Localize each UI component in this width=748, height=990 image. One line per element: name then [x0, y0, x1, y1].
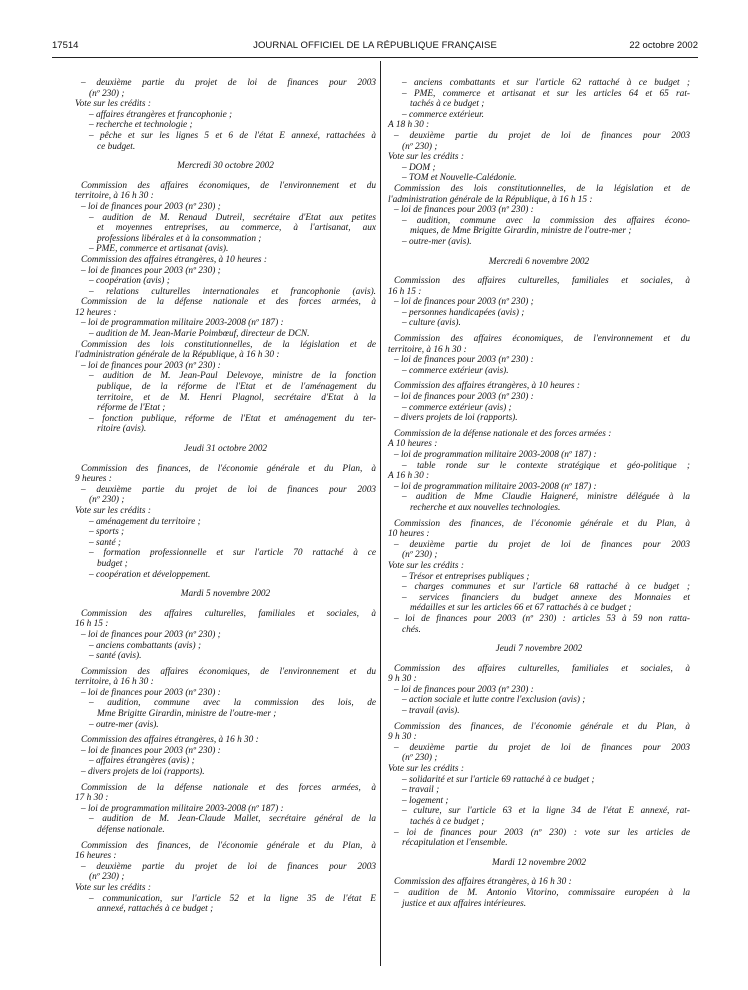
text-line: – loi de finances pour 2003 (nº 230) : articles 53 à 59 non ratta- [394, 613, 690, 624]
text-line: – deuxième partie du projet de loi de finances pour 2003 [394, 742, 690, 753]
text-line: ce budget. [97, 141, 136, 152]
text-line: recherche et aux nouvelles technologies. [410, 502, 561, 513]
page-header [52, 40, 698, 54]
text-line: 9 h 30 : [388, 674, 417, 685]
text-line: – audition de M. Jean-Paul Delevoye, ministre de la fonction [89, 371, 376, 382]
text-line: (nº 230) ; [89, 872, 125, 883]
issue-date: 22 octobre 2002 [629, 40, 698, 51]
text-line: – loi de finances pour 2003 (nº 230) ; [81, 201, 221, 212]
text-line: tachés à ce budget ; [410, 817, 485, 827]
column-divider [380, 61, 381, 966]
text-line: 9 h 30 : [388, 732, 417, 743]
text-line: – deuxième partie du projet de loi de finances pour 2003 [81, 484, 376, 495]
text-line: Commission des affaires culturelles, familiales et sociales, à [394, 276, 690, 287]
text-line: – sports ; [89, 527, 125, 538]
text-line: – commerce extérieur. [402, 109, 485, 120]
text-line: – audition de M. Renaud Dutreil, secrétaire d'Etat aux petites [89, 212, 376, 223]
spacer [75, 172, 376, 181]
text-line: – loi de finances pour 2003 (nº 230) : [81, 687, 221, 698]
text-line: Commission des affaires économiques, de l'environnement et du [394, 334, 690, 345]
text-line: – travail (avis). [402, 706, 460, 717]
date-heading: Mardi 5 novembre 2002 [180, 589, 271, 600]
spacer [75, 435, 376, 444]
text-line: – DOM ; [402, 162, 436, 173]
text-line: Commission des affaires économiques, de l'environnement et du [81, 180, 376, 191]
spacer [388, 635, 690, 644]
text-line: – solidarité et sur l'article 69 rattaché à ce budget ; [402, 774, 595, 785]
text-line: Vote sur les crédits : [388, 152, 464, 163]
text-line: – commerce extérieur (avis). [402, 365, 509, 376]
spacer [75, 580, 376, 589]
text-line: budget ; [97, 558, 128, 569]
text-line: – travail ; [402, 785, 440, 796]
text-line: – divers projets de loi (rapports). [81, 767, 205, 778]
date-heading: Jeudi 7 novembre 2002 [495, 644, 583, 655]
journal-title: JOURNAL OFFICIEL DE LA RÉPUBLIQUE FRANÇAISE [253, 40, 497, 51]
text-line: – loi de finances pour 2003 (nº 230) : [394, 684, 534, 695]
text-line: – Trésor et entreprises publiques ; [402, 571, 530, 582]
text-line: – divers projets de loi (rapports). [394, 413, 518, 424]
text-line: – deuxième partie du projet de loi de finances pour 2003 [394, 539, 690, 550]
text-line: 16 heures : [75, 851, 117, 862]
spacer [75, 455, 376, 464]
text-line: Commission des affaires économiques, de l'environnement et du [81, 666, 376, 677]
text-line: – anciens combattants (avis) ; [89, 640, 202, 651]
text-line: 9 heures : [75, 474, 112, 485]
text-line: – loi de finances pour 2003 (nº 230) ; [81, 629, 221, 640]
text-line: 10 heures : [388, 529, 430, 540]
page-number: 17514 [52, 40, 79, 51]
text-line: – aménagement du territoire ; [89, 516, 201, 527]
text-line: – loi de finances pour 2003 (nº 230) : [81, 745, 221, 756]
text-line: Vote sur les crédits : [75, 99, 151, 110]
text-line: Commission de la défense nationale et des forces armées, à [81, 297, 376, 308]
text-line: – culture (avis). [402, 318, 461, 329]
header-rule [52, 57, 698, 58]
text-line: – loi de programmation militaire 2003-2008 (nº 187) : [81, 803, 284, 814]
text-line: – affaires étrangères et francophonie ; [89, 109, 233, 120]
text-line: – PME, commerce et artisanat et sur les articles 64 et 65 rat- [402, 88, 690, 99]
text-line: A 18 h 30 : [388, 120, 430, 131]
text-line: – affaires étrangères (avis) ; [89, 756, 195, 767]
text-line: Commission des finances, de l'économie générale et du Plan, à [394, 518, 690, 529]
text-line: (nº 230) ; [89, 88, 125, 99]
text-line: – loi de programmation militaire 2003-2008 (nº 187) : [394, 481, 597, 492]
text-line: Commission des affaires culturelles, familiales et sociales, à [394, 663, 690, 674]
text-line: – table ronde sur le contexte stratégique et géo-politique ; [402, 460, 690, 471]
text-line: Commission des affaires étrangères, à 10 heures : [81, 254, 267, 265]
text-line: – culture, sur l'article 63 et la ligne 34 de l'état E annexé, rat- [402, 806, 690, 817]
text-line: – TOM et Nouvelle-Calédonie. [402, 173, 517, 184]
date-heading: Mardi 12 novembre 2002 [491, 857, 587, 868]
text-line: – deuxième partie du projet de loi de finances pour 2003 [81, 78, 376, 88]
text-line: chés. [402, 624, 421, 635]
text-line: miques, de Mme Brigitte Girardin, ministre de l'outre-mer ; [410, 226, 632, 237]
text-line: professions libérales et à la consommation ; [97, 233, 262, 244]
spacer [75, 600, 376, 609]
text-line: – logement ; [402, 795, 449, 806]
spacer [388, 267, 690, 276]
text-line: – audition de Mme Claudie Haigneré, ministre déléguée à la [402, 492, 690, 503]
text-line: (nº 230) ; [402, 753, 438, 764]
text-line: – communication, sur l'article 52 et la ligne 35 de l'état E [89, 893, 376, 904]
text-line: 12 heures : [75, 307, 117, 318]
text-line: territoire, à 16 h 30 : [75, 677, 154, 688]
text-line: Vote sur les crédits : [388, 764, 464, 775]
text-line: – coopération (avis) ; [89, 276, 170, 287]
text-line: 17 h 30 : [75, 793, 109, 804]
text-line: Commission des affaires étrangères, à 16 h 30 : [81, 735, 259, 746]
text-line: (nº 230) ; [402, 550, 438, 561]
text-line: – santé (avis). [89, 651, 142, 662]
text-line: médailles et sur les articles 66 et 67 rattachés à ce budget ; [410, 603, 632, 614]
text-line: 16 h 15 : [388, 286, 422, 297]
text-line: territoire, à 16 h 30 : [75, 191, 154, 202]
text-line: – pêche et sur les lignes 5 et 6 de l'état E annexé, rattachées à [89, 130, 376, 141]
spacer [388, 655, 690, 664]
text-line: – recherche et technologie ; [89, 120, 193, 131]
text-line: – action sociale et lutte contre l'exclusion (avis) ; [402, 695, 586, 706]
text-line: Mme Brigitte Girardin, ministre de l'outre-mer ; [97, 709, 277, 720]
text-line: – loi de programmation militaire 2003-2008 (nº 187) : [394, 450, 597, 460]
text-line: justice et aux affaires intérieures. [402, 898, 527, 909]
text-line: – PME, commerce et artisanat (avis). [89, 244, 229, 255]
text-line: – commerce extérieur (avis) ; [402, 402, 512, 413]
text-line: l'administration générale de la République, à 16 h 30 : [75, 350, 280, 361]
text-line: – services financiers du budget annexe des Monnaies et [402, 592, 690, 603]
text-line: – charges communes et sur l'article 68 rattaché à ce budget ; [402, 582, 690, 593]
text-line: – outre-mer (avis). [89, 719, 159, 730]
text-line: Commission des affaires étrangères, à 10 heures : [394, 381, 580, 392]
text-line: – audition de M. Antonio Vitorino, commissaire européen à la [394, 887, 690, 898]
text-line: – deuxième partie du projet de loi de finances pour 2003 [81, 861, 376, 872]
text-line: – formation professionnelle et sur l'article 70 rattaché à ce [89, 548, 376, 559]
text-line: – loi de finances pour 2003 (nº 230) : [394, 392, 534, 403]
text-line: – personnes handicapées (avis) ; [402, 307, 525, 318]
text-line: territoire, à 16 h 30 : [388, 344, 467, 355]
text-line: – coopération et développement. [89, 569, 211, 580]
spacer [388, 248, 690, 257]
text-line: – fonction publique, réforme de l'Etat et aménagement du ter- [89, 413, 376, 424]
text-line: l'administration générale de la République, à 16 h 15 : [388, 194, 593, 205]
text-line: territoire, et de M. Henri Plagnol, secrétaire d'Etat à la [97, 392, 376, 403]
text-line: A 16 h 30 : [388, 471, 430, 482]
text-line: – loi de finances pour 2003 (nº 230) ; [81, 265, 221, 276]
text-line: – loi de finances pour 2003 (nº 230) : vote sur les articles de [394, 827, 690, 838]
text-line: Commission des affaires étrangères, à 16 h 30 : [394, 877, 572, 888]
date-heading: Mercredi 30 octobre 2002 [177, 161, 274, 172]
text-line: Commission de la défense nationale et des forces armées : [394, 428, 612, 439]
left-column [75, 78, 376, 915]
date-heading: Mercredi 6 novembre 2002 [488, 256, 590, 267]
text-line: 16 h 15 : [75, 619, 109, 630]
text-line: Commission de la défense nationale et des forces armées, à [81, 782, 376, 793]
date-heading: Jeudi 31 octobre 2002 [183, 444, 268, 454]
text-line: Commission des lois constitutionnelles, de la législation et de [81, 339, 376, 350]
text-line: Vote sur les crédits : [75, 882, 151, 893]
text-line: – loi de programmation militaire 2003-2008 (nº 187) : [81, 318, 284, 329]
text-line: – santé ; [89, 537, 122, 548]
text-line: – outre-mer (avis). [402, 236, 472, 247]
text-line: défense nationale. [97, 825, 165, 835]
text-line: Vote sur les crédits : [388, 560, 464, 571]
text-line: Commission des finances, de l'économie générale et du Plan, à [81, 463, 376, 474]
text-line: – audition, commune avec la commission des affaires écono- [402, 215, 690, 226]
text-line: récapitulation et l'ensemble. [402, 838, 508, 849]
spacer [75, 152, 376, 161]
text-line: Vote sur les crédits : [75, 505, 151, 516]
text-line: Commission des finances, de l'économie générale et du Plan, à [394, 721, 690, 732]
text-line: et moyennes entreprises, au commerce, à l'artisanat, aux [97, 223, 376, 234]
text-line: publique, de la réforme de l'Etat et de l'aménagement du [97, 382, 376, 393]
text-line: annexé, rattachés à ce budget ; [97, 904, 214, 915]
text-line: ritoire (avis). [97, 424, 147, 435]
text-line: – audition de M. Jean-Claude Mallet, secrétaire général de la [89, 814, 376, 825]
text-line: – loi de finances pour 2003 (nº 230) : [394, 205, 534, 216]
text-line: Commission des affaires culturelles, familiales et sociales, à [81, 608, 376, 619]
spacer [388, 849, 690, 858]
text-line: Commission des finances, de l'économie générale et du Plan, à [81, 840, 376, 851]
text-line: – loi de finances pour 2003 (nº 230) : [394, 355, 534, 366]
text-line: – deuxième partie du projet de loi de finances pour 2003 [394, 130, 690, 141]
text-line: – anciens combattants et sur l'article 62 rattaché à ce budget ; [402, 78, 690, 88]
text-line: (nº 230) ; [402, 141, 438, 152]
text-line: Commission des lois constitutionnelles, de la législation et de [394, 183, 690, 194]
text-line: – audition, commune avec la commission des lois, de [89, 698, 376, 709]
text-line: – loi de finances pour 2003 (nº 230) ; [394, 297, 534, 308]
text-line: tachés à ce budget ; [410, 99, 485, 110]
text-line: (nº 230) ; [89, 495, 125, 506]
text-line: – audition de M. Jean-Marie Poimbœuf, directeur de DCN. [89, 329, 310, 340]
right-column [388, 78, 690, 909]
text-line: – loi de finances pour 2003 (nº 230) : [81, 360, 221, 371]
text-line: réforme de l'Etat ; [97, 403, 166, 414]
text-line: A 10 heures : [388, 439, 438, 450]
text-line: – relations culturelles internationales et francophonie (avis). [89, 286, 376, 297]
